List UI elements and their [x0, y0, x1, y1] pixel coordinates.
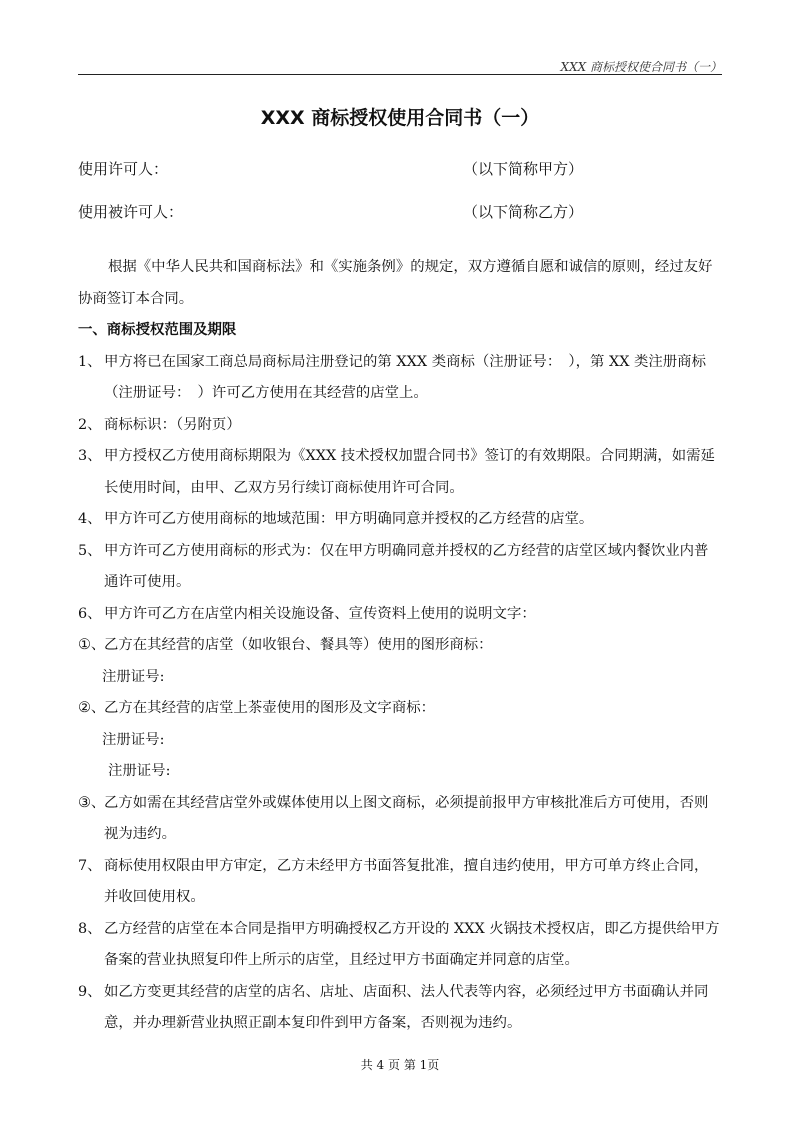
header-rule	[78, 74, 722, 75]
running-header: XXX 商标授权使合同书（一）	[560, 60, 722, 74]
intro-paragraph: 根据《中华人民共和国商标法》和《实施条例》的规定，双方遵循自愿和诚信的原则，经过友好协商签订本合同。	[78, 259, 713, 307]
clause-item	[78, 347, 722, 410]
registration-number-line: 注册证号:	[108, 763, 171, 779]
clause-number: 4、	[78, 511, 102, 527]
clause-text: 甲方授权乙方使用商标期限为《XXX 技术授权加盟合同书》签订的有效期限。合同期满，如需延长使用时间，由甲、乙双方另行续订商标使用许可合同。	[104, 448, 715, 496]
page-footer: 共 4 页 第 1页	[360, 1058, 440, 1072]
clause-text: 商标使用权限由甲方审定，乙方未经甲方书面答复批准，擅自违约使用，甲方可单方终止合同，并收回使用权。	[104, 857, 709, 905]
clause-item	[78, 504, 722, 536]
clause-number: 7、	[78, 857, 102, 874]
clause-text: 商标标识：（另附页）	[104, 416, 241, 433]
party-label: 使用许可人：	[78, 160, 169, 178]
clause-number: ①、	[78, 637, 106, 653]
clause-number: ②、	[78, 700, 106, 716]
clause-item	[78, 410, 722, 442]
registration-number-line: 注册证号:	[102, 668, 165, 685]
clause-text: 甲方许可乙方使用商标的形式为：仅在甲方明确同意并授权的乙方经营的店堂区域内餐饮业内普通许可使用。	[104, 542, 709, 590]
clause-text: 乙方经营的店堂在本合同是指甲方明确授权乙方开设的 XXX 火锅技术授权店，即乙方提供给甲方备案的营业执照复印件上所示的店堂，且经过甲方书面确定并同意的店堂。	[104, 920, 720, 968]
clause-text: 甲方许可乙方在店堂内相关设施设备、宣传资料上使用的说明文字：	[104, 605, 536, 622]
clause-item	[78, 536, 722, 599]
clause-text: 如乙方变更其经营的店堂的店名、店址、店面积、法人代表等内容，必须经过甲方书面确认并同意，并办理新营业执照正副本复印件到甲方备案，否则视为违约。	[104, 983, 709, 1031]
registration-number-line: 注册证号:	[102, 731, 165, 748]
clause-number: 8、	[78, 920, 102, 937]
clause-text: 甲方将已在国家工商总局商标局注册登记的第 XXX 类商标（注册证号： ），第 XX 类注册商标（注册证号： ）许可乙方使用在其经营的店堂上。	[104, 353, 706, 401]
subclause-item	[78, 630, 722, 662]
clause-text: 乙方如需在其经营店堂外或媒体使用以上图文商标，必须提前报甲方审核批准后方可使用，否则视为违约。	[104, 794, 709, 842]
clause-item	[78, 977, 722, 1040]
clause-text: 乙方在其经营的店堂上茶壶使用的图形及文字商标：	[104, 700, 435, 716]
clause-item	[78, 851, 722, 914]
clause-text: 乙方在其经营的店堂（如收银台、餐具等）使用的图形商标：	[104, 637, 493, 653]
clause-item	[78, 441, 722, 504]
subclause-item	[78, 788, 722, 851]
party-licensor	[78, 158, 722, 184]
party-licensee	[78, 201, 722, 227]
clause-item	[78, 914, 722, 977]
contract-body	[78, 252, 722, 1040]
clause-number: ③、	[78, 794, 106, 811]
clause-item	[78, 599, 722, 631]
clause-number: 1、	[78, 353, 102, 370]
clause-number: 9、	[78, 983, 102, 1000]
party-note: （以下简称甲方）	[463, 160, 584, 178]
clause-number: 2、	[78, 416, 102, 433]
section-heading: 一、商标授权范围及期限	[78, 322, 237, 338]
clause-number: 5、	[78, 542, 102, 559]
subclause-item	[78, 693, 722, 725]
clause-number: 3、	[78, 448, 102, 464]
party-label: 使用被许可人：	[78, 203, 184, 221]
clause-number: 6、	[78, 605, 102, 622]
party-note: （以下简称乙方）	[463, 203, 584, 221]
clause-text: 甲方许可乙方使用商标的地域范围：甲方明确同意并授权的乙方经营的店堂。	[104, 511, 594, 527]
document-title: XXX 商标授权使用合同书（一）	[260, 107, 540, 129]
